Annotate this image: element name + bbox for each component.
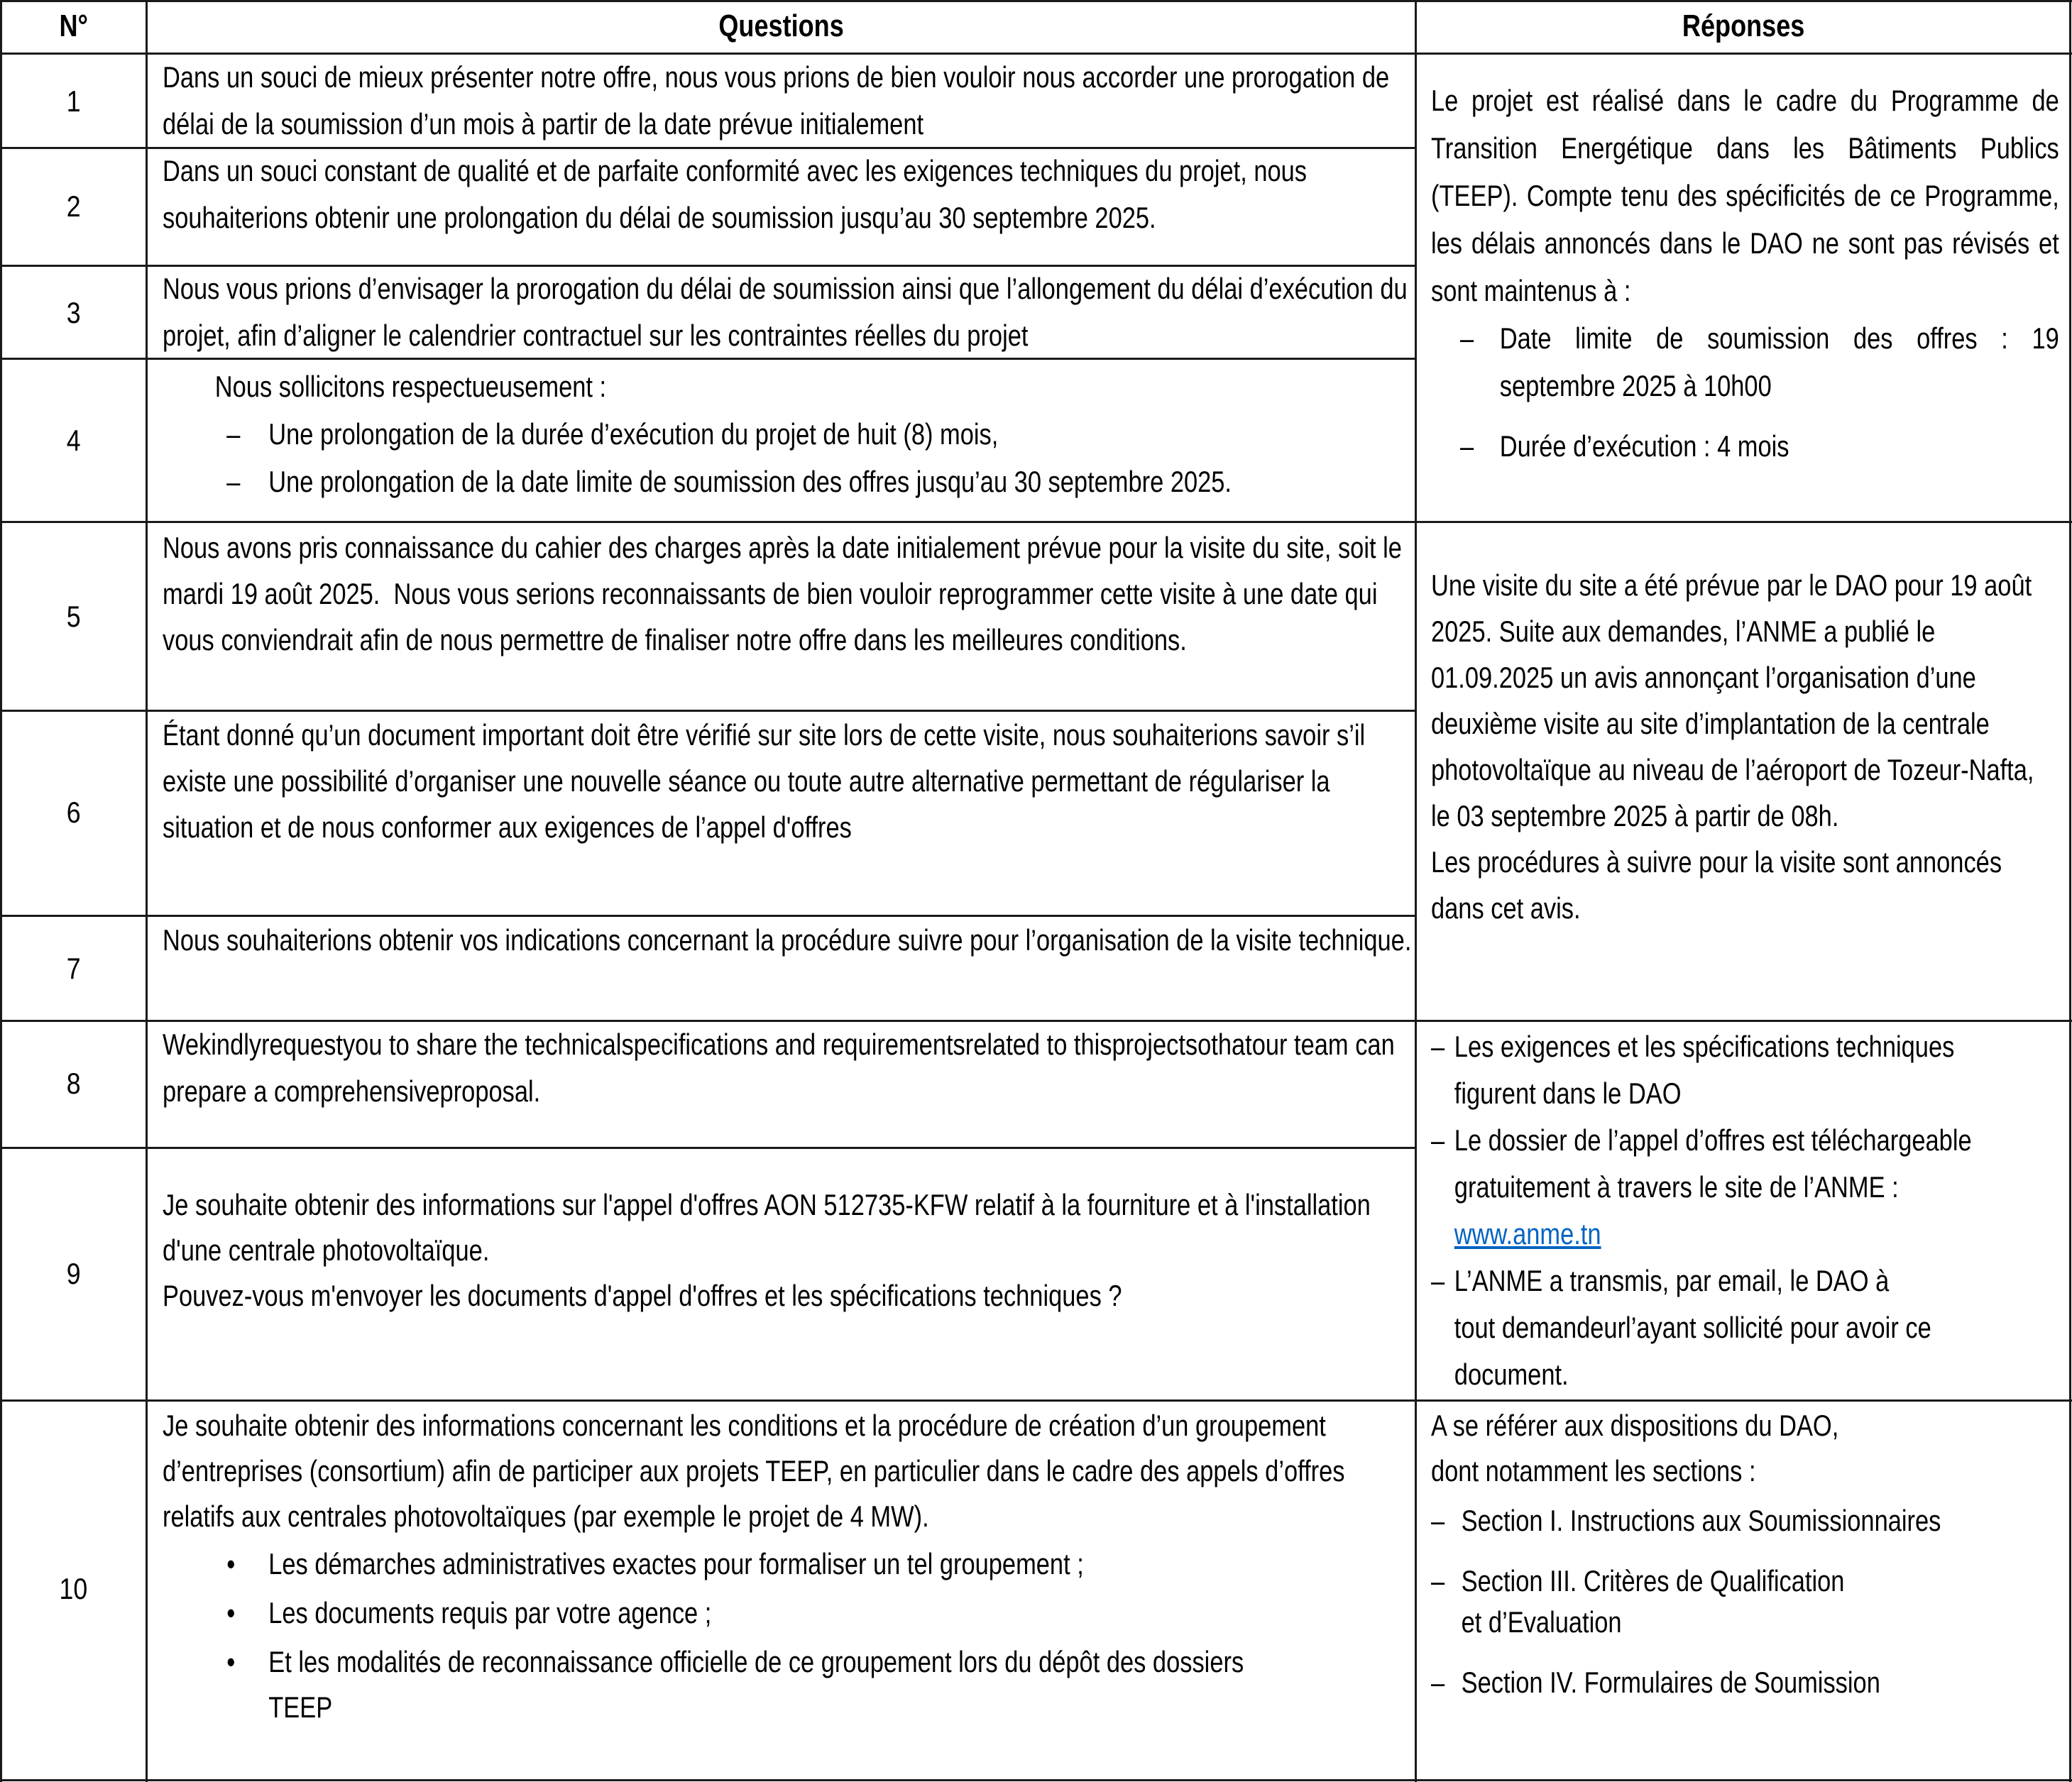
row-divider [0, 1147, 1416, 1149]
question-cell [163, 917, 1412, 1020]
anme-website-link[interactable]: www.anme.tn [1454, 1217, 1601, 1250]
response-list-item: – Section IV. Formulaires de Soumission [1431, 1660, 2059, 1705]
row-divider [0, 1399, 2072, 1402]
question-cell [163, 1403, 1412, 1779]
dash-marker: – [226, 465, 241, 498]
header-responses [1416, 0, 2071, 54]
question-text: Étant donné qu’un document important doit être vérifié sur site lors de cette visite, nous souhaiterions savoir s’il existe une possibilité d’organiser une nouvelle séance ou toute autre alternative permettant de régulariser la situation et de nous conformer aux exigences de l’appel d'offres [163, 718, 1366, 844]
response-list-item: – Durée d’exécution : 4 mois [1431, 422, 2059, 470]
header-questions [147, 0, 1416, 54]
response-text: Le projet est réalisé dans le cadre du Programme de Transition Energétique dans les Bâtiments Publics (TEEP). Compte tenu des spécificités de ce Programme, les délais annoncés dans le DAO ne sont pas révisés et sont maintenus à : [1431, 84, 2059, 307]
response-list-item: – L’ANME a transmis, par email, le DAO à tout demandeurl’ayant sollicité pour avoir ce document. [1431, 1258, 2059, 1398]
question-text: Nous avons pris connaissance du cahier des charges après la date initialement prévue pour la visite du site, soit le mardi 19 août 2025. Nous vous serions reconnaissants de bien vouloir reprogrammer cette visite à une date qui vous conviendrait afin de nous permettre de finaliser notre offre dans les meilleures conditions. [163, 531, 1409, 656]
header-number-label: N° [59, 9, 88, 43]
question-cell [163, 712, 1412, 915]
row-number: 6 [66, 796, 81, 829]
dash-marker: – [1431, 1123, 1445, 1157]
dash-marker: – [1431, 1666, 1445, 1699]
table-border-bottom [0, 1779, 2072, 1781]
row-number: 9 [66, 1257, 81, 1290]
table-border-right [2069, 0, 2071, 1782]
question-text: Dans un souci de mieux présenter notre offre, nous vous prions de bien vouloir nous accorder une prorogation de délai de la soumission d’un mois à partir de la date prévue initialement [163, 60, 1390, 141]
response-cell-rows-5-7 [1431, 562, 2059, 1016]
response-list-item: – Les exigences et les spécifications techniques figurent dans le DAO [1431, 1023, 2059, 1117]
dash-marker: – [1431, 1564, 1445, 1597]
row-number: 7 [66, 952, 81, 985]
bullet-marker: • [226, 1547, 236, 1580]
dash-marker: – [226, 417, 241, 451]
bullet-marker: • [226, 1645, 236, 1678]
question-cell [163, 1182, 1412, 1395]
row-number: 8 [66, 1067, 81, 1100]
question-cell [163, 524, 1412, 710]
response-cell-rows-1-4 [1431, 77, 2059, 517]
column-divider [1415, 0, 1417, 1782]
question-cell [163, 148, 1412, 265]
question-text: Pouvez-vous m'envoyer les documents d'appel d'offres et les spécifications techniques ? [163, 1279, 1122, 1312]
question-text: Nous vous prions d’envisager la prorogation du délai de soumission ainsi que l’allongement du délai d’exécution du projet, afin d’aligner le calendrier contractuel sur les contraintes réelles du projet [163, 272, 1408, 352]
question-list-item: • Les démarches administratives exactes pour formaliser un tel groupement ; [163, 1539, 1412, 1588]
response-cell-row-10 [1431, 1403, 2059, 1778]
question-intro: Je souhaite obtenir des informations concernant les conditions et la procédure de création d’un groupement d’entreprises (consortium) afin de participer aux projets TEEP, en particulier dans le cadre des appels d’offres relatifs aux centrales photovoltaïques (par exemple le projet de 4 MW). [163, 1409, 1345, 1533]
bullet-marker: • [226, 1596, 236, 1629]
header-number [0, 0, 147, 54]
question-list-item: – Une prolongation de la date limite de soumission des offres jusqu’au 30 septembre 2025. [163, 458, 1412, 505]
row-number: 2 [66, 189, 81, 223]
column-divider [146, 0, 148, 1782]
question-cell [163, 54, 1412, 147]
response-list-item: – Section I. Instructions aux Soumissionnaires [1431, 1498, 2059, 1544]
response-list-item: – Le dossier de l’appel d’offres est téléchargeable gratuitement à travers le site de l’ANME : www.anme.tn [1431, 1117, 2059, 1258]
response-cell-rows-8-9 [1431, 1023, 2059, 1398]
question-text: Nous souhaiterions obtenir vos indications concernant la procédure suivre pour l’organisation de la visite technique. [163, 923, 1412, 957]
dash-marker: – [1460, 429, 1474, 463]
question-list-item: – Une prolongation de la durée d’exécution du projet de huit (8) mois, [163, 410, 1412, 458]
dash-marker: – [1460, 321, 1474, 355]
row-number: 4 [66, 424, 81, 457]
row-divider [0, 521, 2072, 523]
row-divider [0, 358, 1416, 360]
question-text: Wekindlyrequestyou to share the technicalspecifications and requirementsrelated to thisprojectsothatour team can prepare a comprehensiveproposal. [163, 1028, 1395, 1108]
row-number: 10 [59, 1572, 88, 1605]
row-number: 5 [66, 600, 81, 633]
row-number: 1 [66, 84, 81, 118]
table-border-left [0, 0, 2, 1782]
dash-marker: – [1431, 1030, 1445, 1063]
row-number: 3 [66, 296, 81, 329]
question-intro: Nous sollicitons respectueusement : [214, 370, 607, 403]
response-text: Les procédures à suivre pour la visite sont annoncés dans cet avis. [1431, 845, 2002, 925]
question-cell [163, 363, 1412, 521]
question-list-item: • Et les modalités de reconnaissance officielle de ce groupement lors du dépôt des dossiers TEEP [163, 1637, 1412, 1730]
dash-marker: – [1431, 1504, 1445, 1537]
question-text: Je souhaite obtenir des informations sur l'appel d'offres AON 512735-KFW relatif à la fourniture et à l'installation d'une centrale photovoltaïque. [163, 1188, 1371, 1267]
question-cell [163, 1021, 1412, 1147]
question-text: Dans un souci constant de qualité et de parfaite conformité avec les exigences techniques du projet, nous souhaiterions obtenir une prolongation du délai de soumission jusqu’au 30 septembre 2025. [163, 154, 1308, 234]
question-cell [163, 265, 1412, 358]
response-text: Une visite du site a été prévue par le DAO pour 19 août 2025. Suite aux demandes, l’ANME a publié le 01.09.2025 un avis annonçant l’organisation d’une deuxième visite au site d’implantation de la centrale photovoltaïque au niveau de l’aéroport de Tozeur-Nafta, le 03 septembre 2025 à partir de 08h. [1431, 568, 2034, 832]
question-list-item: • Les documents requis par votre agence ; [163, 1588, 1412, 1637]
header-responses-label: Réponses [1682, 9, 1805, 43]
response-list-item: – Section III. Critères de Qualification et d’Evaluation [1431, 1561, 2059, 1643]
response-text: A se référer aux dispositions du DAO, dont notamment les sections : [1431, 1409, 1839, 1487]
header-questions-label: Questions [718, 9, 845, 43]
response-list-item: – Date limite de soumission des offres : 19 septembre 2025 à 10h00 [1431, 314, 2059, 409]
dash-marker: – [1431, 1264, 1445, 1297]
